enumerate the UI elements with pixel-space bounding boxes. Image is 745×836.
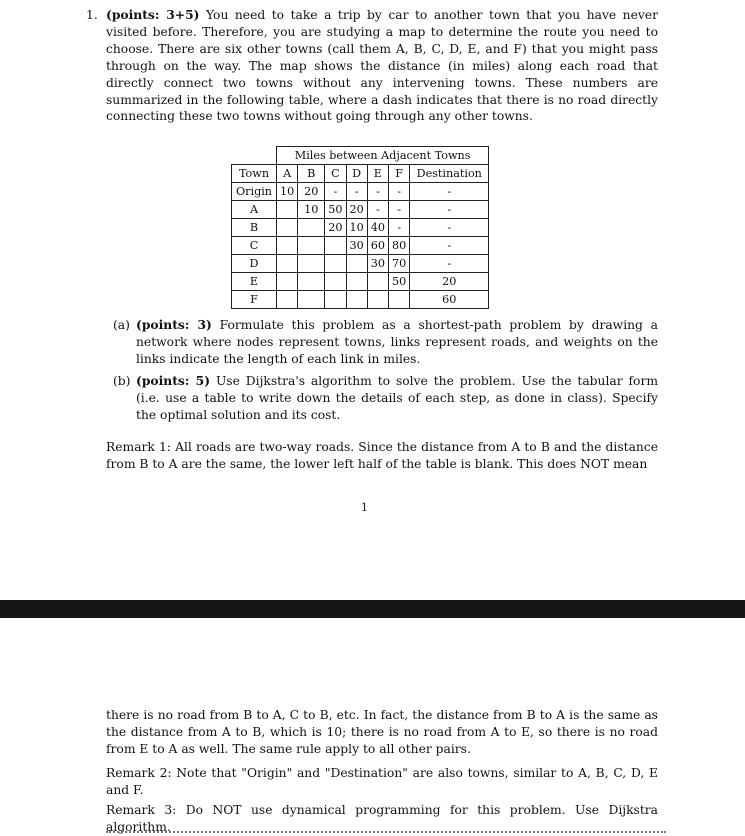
table-cell: - (367, 201, 388, 219)
table-cell (346, 255, 367, 273)
table-cell: 30 (346, 237, 367, 255)
table-row (232, 237, 489, 255)
table-cell (298, 255, 325, 273)
table-cell: 70 (389, 255, 410, 273)
remark-2: Remark 2: Note that "Origin" and "Destination" are also towns, similar to A, B, C, D, E and F. (106, 766, 658, 797)
table-cell: 60 (410, 291, 489, 309)
table-cell (346, 291, 367, 309)
page-number: 1 (361, 501, 368, 514)
table-cell: 10 (277, 183, 298, 201)
table-cell: - (410, 237, 489, 255)
table-cell: - (389, 201, 410, 219)
part-b-text: Use Dijkstra's algorithm to solve the problem. Use the tabular form (i.e. use a table to write down the details of each step, as done in class). Specify the optimal solution and its cost. (136, 374, 658, 422)
table-row-label: E (232, 273, 277, 291)
table-cell: - (410, 183, 489, 201)
question-intro (106, 7, 658, 125)
table-cell (298, 273, 325, 291)
table-row (232, 291, 489, 309)
table-cell: - (346, 183, 367, 201)
part-a-label: (a) (113, 318, 130, 332)
table-header-cell: A (277, 165, 298, 183)
table-cell (325, 255, 346, 273)
table-cell: - (410, 219, 489, 237)
table-row-label: C (232, 237, 277, 255)
table-cell (346, 273, 367, 291)
table-cell (389, 291, 410, 309)
remark-1-start: Remark 1: All roads are two-way roads. Since the distance from A to B and the distance from B to A are the same, the lower left half of the table is blank. This does NOT mean (106, 440, 658, 471)
table-row-label: Origin (232, 183, 277, 201)
table-cell (298, 237, 325, 255)
table-cell: 60 (367, 237, 388, 255)
table-cell (325, 291, 346, 309)
table-cell: 10 (298, 201, 325, 219)
table-header-cell: B (298, 165, 325, 183)
table-cell: 50 (325, 201, 346, 219)
part-b (136, 373, 658, 424)
table-cell: 30 (367, 255, 388, 273)
table-header-cell: Destination (410, 165, 489, 183)
question-intro-text: You need to take a trip by car to another town that you have never visited before. Therefore, you are studying a map to determine the route you need to choose. There are six other towns (call them A, B, C, D, E, and F) that you might pass through on the way. The map shows the distance (in miles) along each road that directly connect two towns without any intervening towns. These numbers are summarized in the following table, where a dash indicates that there is no road directly connecting these two towns without going through any other towns. (106, 8, 658, 124)
table-cell (277, 255, 298, 273)
question-number: 1. (86, 8, 98, 22)
table-cell: 50 (389, 273, 410, 291)
remark-3: Remark 3: Do NOT use dynamical programming for this problem. Use Dijkstra algorithm. (106, 803, 658, 834)
table-cell (325, 237, 346, 255)
part-a-text: Formulate this problem as a shortest-path problem by drawing a network where nodes represent towns, links represent roads, and weights on the links indicate the length of each link in miles. (136, 318, 658, 366)
table-header-cell: Town (232, 165, 277, 183)
table-caption: Miles between Adjacent Towns (277, 147, 489, 165)
table-caption-row (232, 147, 489, 165)
table-cell (367, 291, 388, 309)
table-cell: - (410, 201, 489, 219)
table-row (232, 183, 489, 201)
table-cell: 10 (346, 219, 367, 237)
table-cell (325, 273, 346, 291)
table-cell: 20 (346, 201, 367, 219)
table-cell: - (410, 255, 489, 273)
cut-off-line (106, 826, 666, 834)
table-row (232, 219, 489, 237)
table-cell: 20 (325, 219, 346, 237)
table-cell (298, 219, 325, 237)
table-cell: 40 (367, 219, 388, 237)
table-cell (277, 201, 298, 219)
page-separator-bar (0, 600, 745, 618)
table-row-label: D (232, 255, 277, 273)
table-header-cell: F (389, 165, 410, 183)
table-cell: - (325, 183, 346, 201)
question-points: (points: 3+5) (106, 7, 200, 22)
table-row (232, 201, 489, 219)
part-a-points: (points: 3) (136, 317, 212, 332)
distance-table (231, 146, 489, 309)
table-cell (367, 273, 388, 291)
page-two (0, 618, 745, 834)
table-cell (277, 237, 298, 255)
part-b-label: (b) (113, 374, 131, 388)
part-b-points: (points: 5) (136, 373, 211, 388)
remark-1-continued: there is no road from B to A, C to B, etc. In fact, the distance from B to A is the same as the distance from A to B, which is 10; there is no road from A to E, so there is no road from E to A as well. The same rule apply to all other pairs. (106, 708, 658, 756)
table-row-label: F (232, 291, 277, 309)
table-cell: - (389, 183, 410, 201)
table-cell: - (389, 219, 410, 237)
table-row (232, 273, 489, 291)
part-a (136, 317, 658, 368)
table-row-label: B (232, 219, 277, 237)
table-header-cell: D (346, 165, 367, 183)
table-cell: 20 (410, 273, 489, 291)
table-cell (277, 219, 298, 237)
table-cell (277, 291, 298, 309)
table-header-row (232, 165, 489, 183)
table-cell (277, 273, 298, 291)
table-row (232, 255, 489, 273)
table-cell (298, 291, 325, 309)
table-cell: - (367, 183, 388, 201)
table-header-cell: C (325, 165, 346, 183)
table-cell: 80 (389, 237, 410, 255)
table-cell: 20 (298, 183, 325, 201)
table-row-label: A (232, 201, 277, 219)
table-header-cell: E (367, 165, 388, 183)
